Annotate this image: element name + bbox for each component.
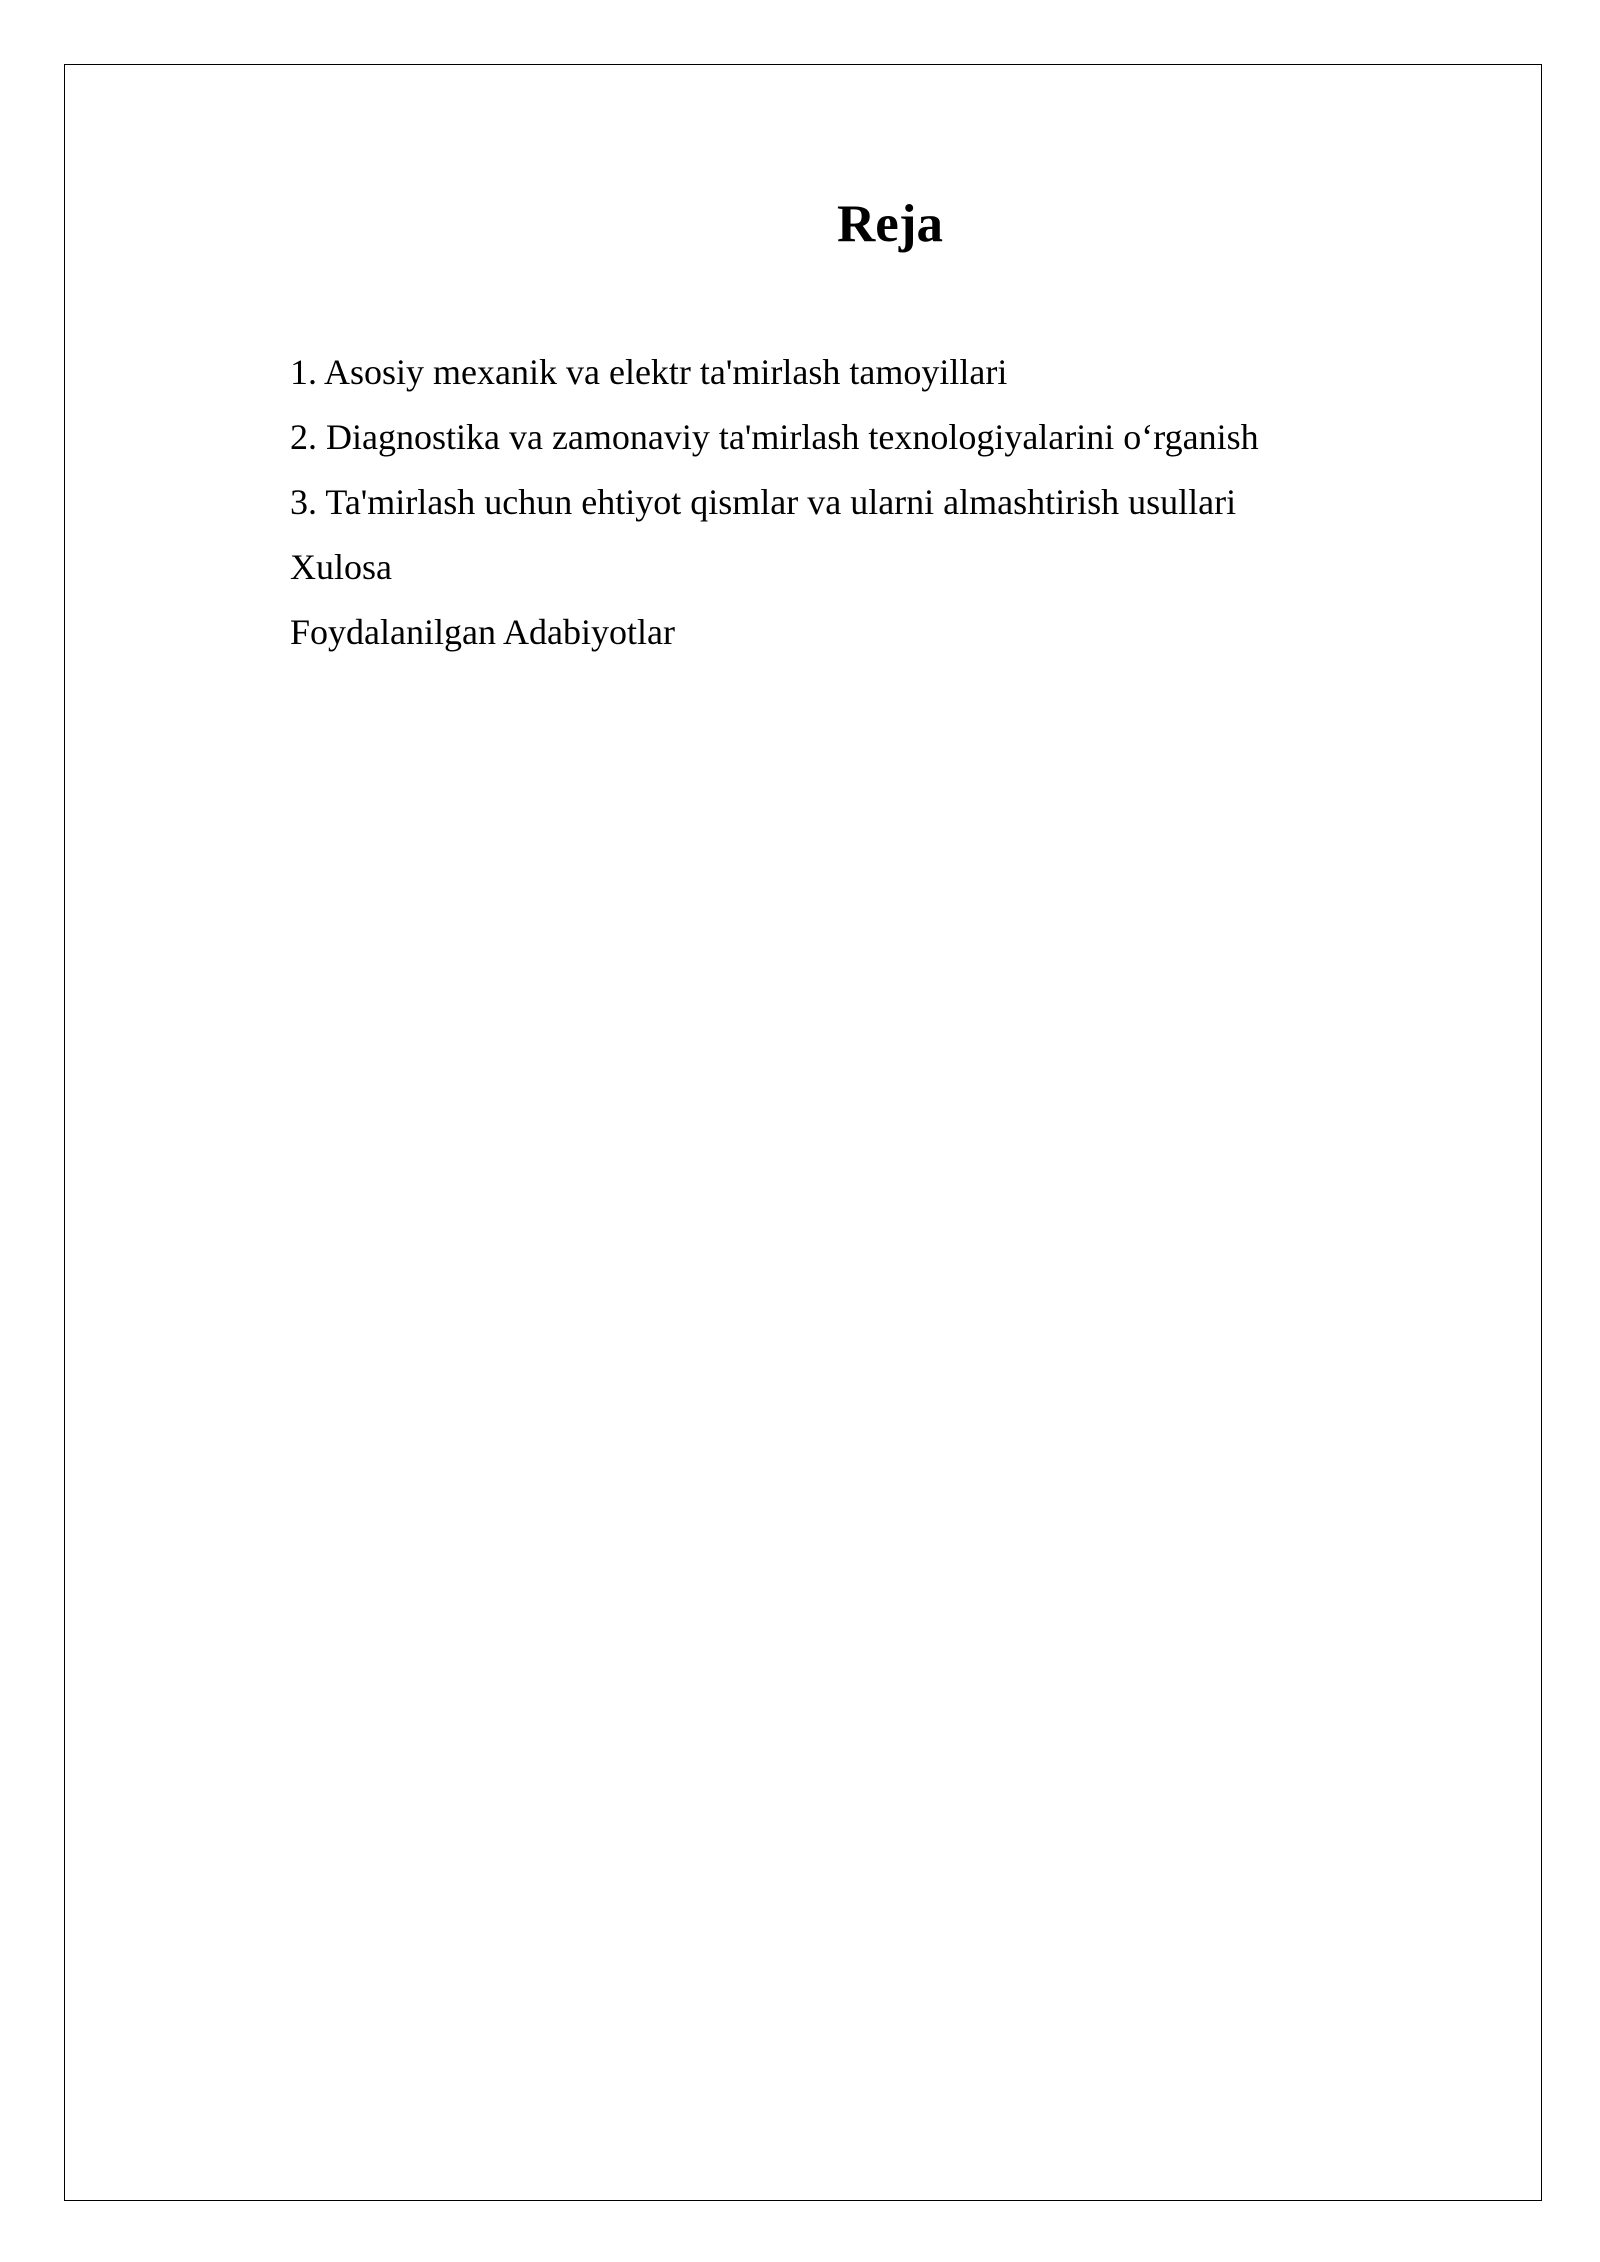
- plan-item-3: 3. Ta'mirlash uchun ehtiyot qismlar va ularni almashtirish usullari: [290, 482, 1237, 522]
- plan-item-2: 2. Diagnostika va zamonaviy ta'mirlash texnologiyalarini o‘rganish: [290, 417, 1259, 457]
- page-title: Reja: [837, 195, 943, 253]
- plan-list: [290, 340, 1259, 665]
- plan-item-conclusion: Xulosa: [290, 547, 392, 587]
- plan-item-references: Foydalanilgan Adabiyotlar: [290, 612, 675, 652]
- plan-item-1: 1. Asosiy mexanik va elektr ta'mirlash tamoyillari: [290, 352, 1008, 392]
